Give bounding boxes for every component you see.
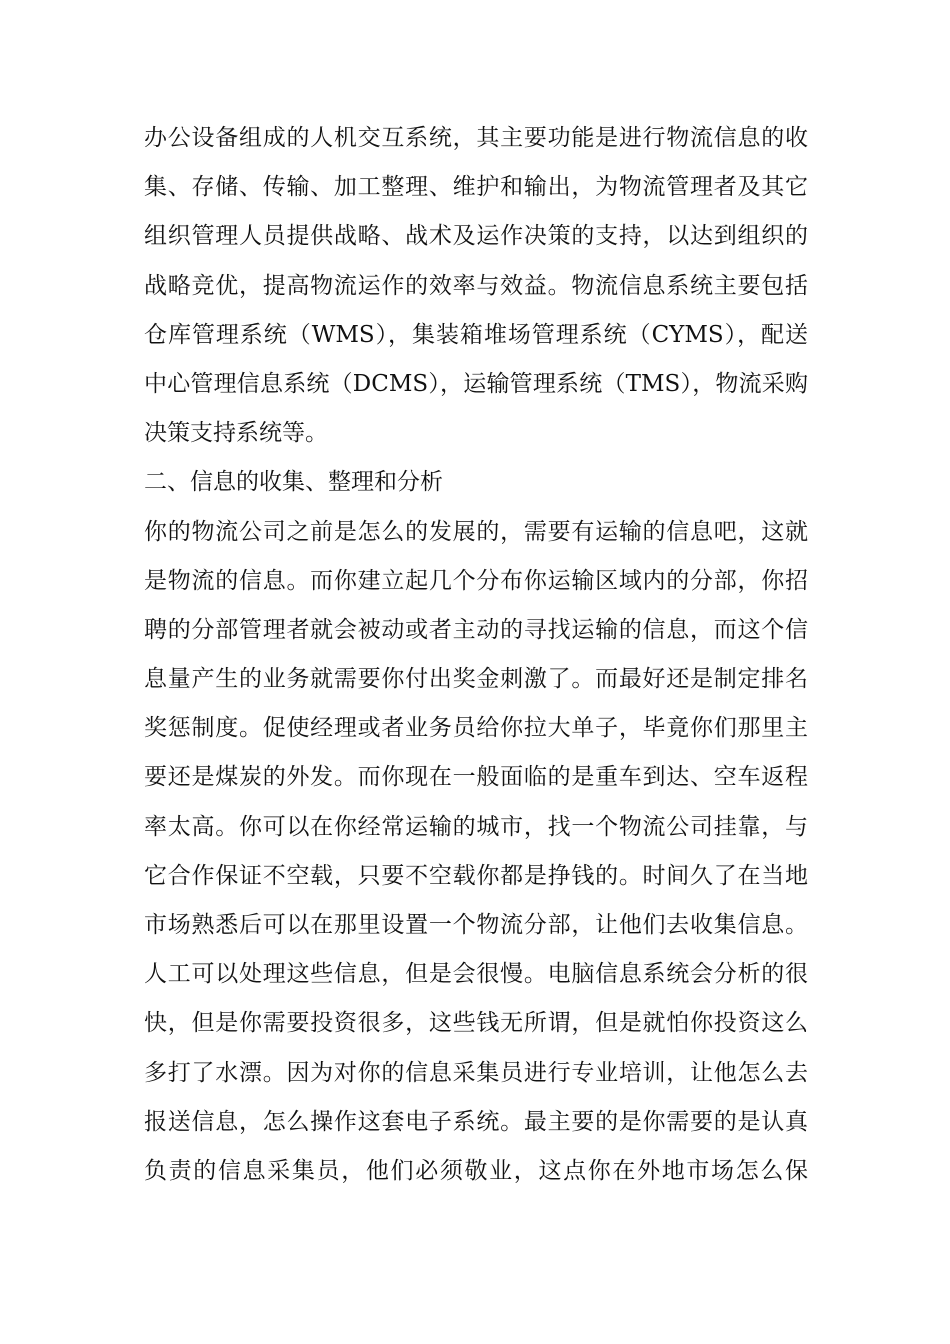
text-line: 你的物流公司之前是怎么的发展的，需要有运输的信息吧，这就 (144, 518, 808, 545)
text-line: 是物流的信息。而你建立起几个分布你运输区域内的分部，你招 (144, 567, 808, 594)
text-line: 奖惩制度。促使经理或者业务员给你拉大单子，毕竟你们那里主 (144, 715, 808, 742)
text-line: 聘的分部管理者就会被动或者主动的寻找运输的信息，而这个信 (144, 616, 808, 643)
text-line: 仓库管理系统（WMS），集装箱堆场管理系统（CYMS），配送 (144, 321, 808, 348)
text-line: 中心管理信息系统（DCMS），运输管理系统（TMS），物流采购 (144, 370, 808, 397)
text-line: 多打了水漂。因为对你的信息采集员进行专业培训，让他怎么去 (144, 1059, 808, 1086)
text-line: 市场熟悉后可以在那里设置一个物流分部，让他们去收集信息。 (144, 912, 808, 938)
text-line: 要还是煤炭的外发。而你现在一般面临的是重车到达、空车返程 (144, 764, 808, 791)
text-line: 组织管理人员提供战略、战术及运作决策的支持，以达到组织的 (144, 223, 808, 250)
text-line: 办公设备组成的人机交互系统，其主要功能是进行物流信息的收 (144, 125, 808, 151)
text-line: 负责的信息采集员，他们必须敬业，这点你在外地市场怎么保 (144, 1157, 808, 1184)
body-text (144, 114, 808, 1196)
text-line: 集、存储、传输、加工整理、维护和输出，为物流管理者及其它 (144, 174, 808, 201)
text-line: 它合作保证不空载，只要不空载你都是挣钱的。时间久了在当地 (144, 862, 808, 889)
section-heading: 二、信息的收集、整理和分析 (144, 469, 443, 496)
text-line: 报送信息，怎么操作这套电子系统。最主要的是你需要的是认真 (144, 1108, 808, 1135)
text-line: 快，但是你需要投资很多，这些钱无所谓，但是就怕你投资这么 (144, 1010, 808, 1037)
text-line: 战略竞优，提高物流运作的效率与效益。物流信息系统主要包括 (144, 272, 808, 299)
text-line: 决策支持系统等。 (144, 420, 328, 447)
text-line: 人工可以处理这些信息，但是会很慢。电脑信息系统会分析的很 (144, 961, 808, 988)
text-line: 息量产生的业务就需要你付出奖金刺激了。而最好还是制定排名 (144, 666, 808, 693)
text-line: 率太高。你可以在你经常运输的城市，找一个物流公司挂靠，与 (144, 813, 808, 840)
